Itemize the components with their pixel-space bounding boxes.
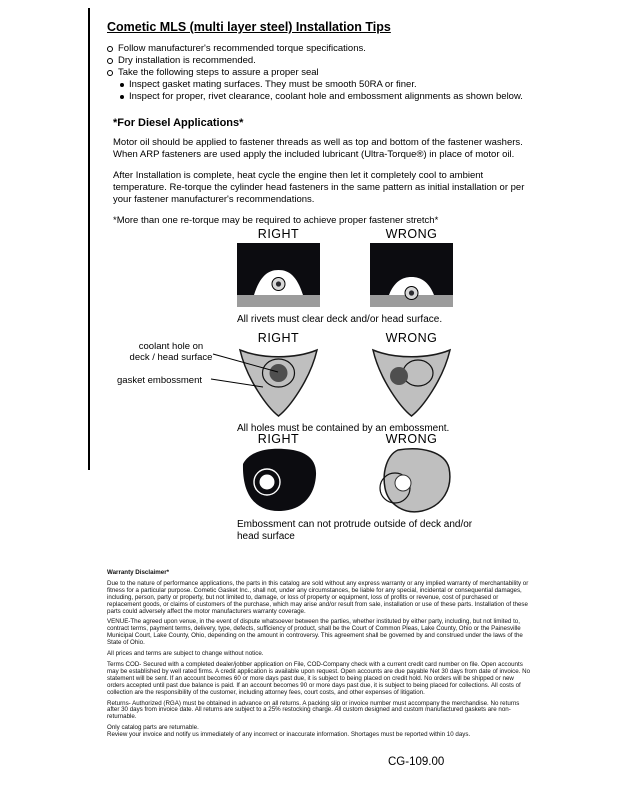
legal-paragraph-catalog: Only catalog parts are returnable. <box>107 724 199 732</box>
callout-leader-lines <box>205 348 305 393</box>
row2-wrong-label: WRONG <box>385 331 438 345</box>
row2-right-label: RIGHT <box>257 331 300 345</box>
legal-section <box>107 570 531 743</box>
protrusion-wrong-diagram <box>370 446 453 516</box>
row3-wrong-label: WRONG <box>385 432 438 446</box>
row3-right-label: RIGHT <box>257 432 300 446</box>
dot-bullet-icon <box>120 95 124 99</box>
diesel-paragraph-1: Motor oil should be applied to fastener threads as well as top and bottom of the fastener washers. When ARP fasteners are used apply the included lubricant (Ultra-Torque®) in place of motor oil. <box>113 137 523 160</box>
page-left-border <box>88 8 90 470</box>
tip-item <box>107 67 537 79</box>
sub-tip-item-text: Inspect gasket mating surfaces. They must be smooth 50RA or finer. <box>129 79 417 90</box>
row1-wrong-label: WRONG <box>385 227 438 241</box>
tip-item <box>107 55 537 67</box>
sub-tip-item <box>107 91 537 103</box>
protrusion-wrong-graphic <box>370 446 453 516</box>
coolant-hole-callout <box>127 341 215 363</box>
coolant-hole-callout-line2: deck / head surface <box>129 352 213 363</box>
rivet-caption: All rivets must clear deck and/or head surface. <box>237 314 443 325</box>
protrusion-caption: Embossment can not protrude outside of deck and/or head surface <box>237 519 473 542</box>
tip-item-text: Take the following steps to assure a proper seal <box>118 67 319 78</box>
protrusion-right-graphic <box>237 446 320 516</box>
tip-item-text: Follow manufacturer's recommended torque specifications. <box>118 43 366 54</box>
circle-bullet-icon <box>107 46 113 52</box>
diesel-paragraph-2: After Installation is complete, heat cycle the engine then let it completely cool to ambient temperature. Re-torque the cylinder head fasteners in the same pattern as initial installation or per your fastener manufacturer's recommendations. <box>113 170 525 205</box>
rivet-right-graphic <box>237 243 320 311</box>
sub-tip-item <box>107 79 537 91</box>
legal-paragraph-returns: Returns- Authorized (RGA) must be obtained in advance on all returns. A packing slip or invoice number must accompany the merchandise. No returns after 30 days from invoice date. All returns are subject to a 25% restocking charge. All custom designed and custom manufactured gaskets are non-returnable. <box>107 699 520 721</box>
doc-code: CG-109.00 <box>388 756 445 768</box>
page-title: Cometic MLS (multi layer steel) Installation Tips <box>107 20 391 34</box>
legal-paragraph-warranty: Due to the nature of performance applications, the parts in this catalog are sold without any express warranty or any implied warranty of merchantability or fitness for a particular purpose. Cometic Gasket Inc., shall not, under any circumstances, be liable for any special, incidental or consequential damages, including, person, party or property, but not limited to, damage, or loss of property or equipment, loss of profits or revenue, cost of purchased or replacement goods, or claims of customers of the purchase, which may arise and/or result from sale, installation or use of these parts. Installation of these parts could adversely affect the motor manufacturers warranty coverage. <box>107 579 529 615</box>
dot-bullet-icon <box>120 83 124 87</box>
tip-item-text: Dry installation is recommended. <box>118 55 256 66</box>
tip-item <box>107 43 537 55</box>
legal-paragraph-prices: All prices and terms are subject to change without notice. <box>107 650 264 658</box>
diesel-applications-heading: *For Diesel Applications* <box>113 117 244 129</box>
rivet-clearance-right-diagram <box>237 243 320 311</box>
legal-paragraph-terms: Terms COD- Secured with a completed dealer/jobber application on File, COD-Company check with a current credit card number on file. Open accounts may be established by well rated firms. A credit application is available upon request. Open accounts are due payable Net 30 days from date of invoice. No statement will be sent. If an account becomes 60 or more days past due, it is subject to being placed on credit hold. No orders will be shipped or new orders accepted until past due balance is paid. If an account becomes 90 or more days past due, it is subject to being placed for collections. All costs of collection are the responsibility of the customer, including attorney fees, court costs, and other expenses of litigation. <box>107 660 531 696</box>
installation-tips-section <box>107 20 537 236</box>
rivet-clearance-wrong-diagram <box>370 243 453 311</box>
legal-paragraph-review: Review your invoice and notify us immediately of any incorrect or inaccurate information. Shortages must be reported within 10 days. <box>107 731 471 739</box>
rivet-wrong-graphic <box>370 243 453 311</box>
retorque-note: *More than one re-torque may be required to achieve proper fastener stretch* <box>113 215 439 226</box>
hole-caption: All holes must be contained by an embossment. <box>237 423 450 434</box>
gasket-embossment-callout: gasket embossment <box>117 375 203 386</box>
hole-wrong-graphic <box>370 346 453 420</box>
row1-right-label: RIGHT <box>257 227 300 241</box>
circle-bullet-icon <box>107 70 113 76</box>
hole-embossment-wrong-diagram <box>370 346 453 420</box>
circle-bullet-icon <box>107 58 113 64</box>
sub-tip-item-text: Inspect for proper, rivet clearance, coolant hole and embossment alignments as shown below. <box>129 91 523 102</box>
warranty-disclaimer-heading: Warranty Disclaimer* <box>107 569 170 576</box>
protrusion-right-diagram <box>237 446 320 516</box>
legal-paragraph-venue: VENUE-The agreed upon venue, in the event of dispute whatsoever between the parties, whether instituted by either party, including, but not limited to, contract terms, payment terms, delivery, type, defects, sufficiency of product, shall be the Court of Common Pleas, Lake County, Ohio or the Painesville Municipal Court, Lake County, Ohio, depending on the amount in controversy. This agreement shall be governed by and construed under the laws of the State of Ohio. <box>107 618 523 647</box>
coolant-hole-callout-line1: coolant hole on <box>138 341 204 352</box>
